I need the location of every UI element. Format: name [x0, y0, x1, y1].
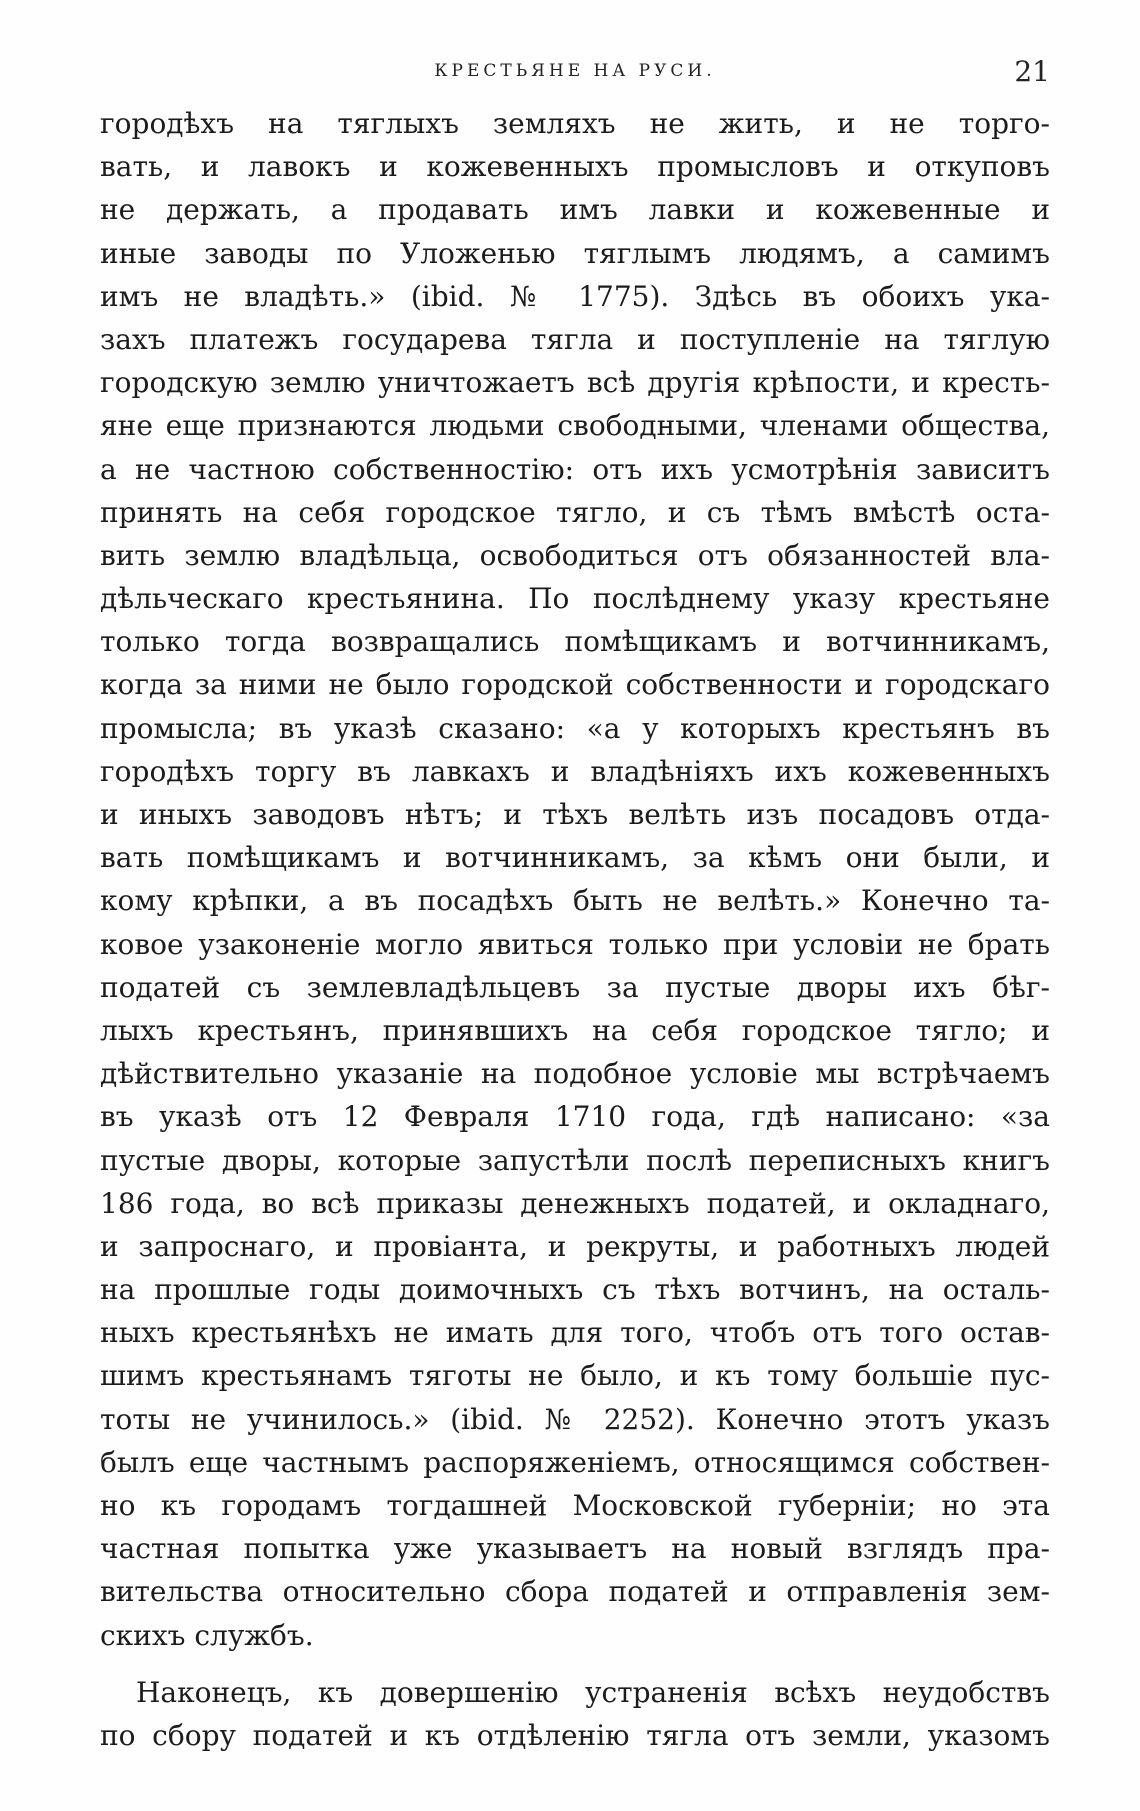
text-line: промысла; въ указѣ сказано: «а у которыхъ крестьянъ въ	[100, 711, 1050, 745]
text-line: захъ платежъ государева тягла и поступленіе на тяглую	[100, 322, 1050, 356]
paragraph-gap	[100, 1657, 1050, 1671]
text-line: скихъ службъ.	[100, 1618, 314, 1652]
text-line: былъ еще частнымъ распоряженіемъ, относящимся собствен-	[100, 1445, 1050, 1479]
text-line: принять на себя городское тягло, и съ тѣмъ вмѣстѣ оста-	[100, 495, 1050, 529]
text-line: имъ не владѣть.» (ibid. № 1775). Здѣсь въ обоихъ ука-	[100, 279, 1050, 313]
text-line: вать, и лавокъ и кожевенныхъ промысловъ и откуповъ	[100, 150, 1050, 184]
text-line: не держать, а продавать имъ лавки и кожевенные и	[100, 193, 1050, 227]
text-line: частная попытка уже указываетъ на новый взглядъ пра-	[100, 1532, 1050, 1566]
page-number: 21	[1014, 55, 1050, 88]
running-head	[100, 55, 1050, 95]
text-line: 186 года, во всѣ приказы денежныхъ податей, и окладнаго,	[100, 1186, 1050, 1220]
paragraph	[100, 1671, 1050, 1757]
text-line: ныхъ крестьянѣхъ не имать для того, чтобъ отъ того остав-	[100, 1316, 1050, 1350]
text-line: въ указѣ отъ 12 Февраля 1710 года, гдѣ написано: «за	[100, 1100, 1050, 1134]
text-line: а не частною собственностію: отъ ихъ усмотрѣнія зависитъ	[100, 452, 1050, 486]
text-line: городѣхъ торгу въ лавкахъ и владѣніяхъ ихъ кожевенныхъ	[100, 754, 1050, 788]
text-line: вить землю владѣльца, освободиться отъ обязанностей вла-	[100, 538, 1050, 572]
text-line: лыхъ крестьянъ, принявшихъ на себя городское тягло; и	[100, 1013, 1050, 1047]
text-line: вать помѣщикамъ и вотчинникамъ, за кѣмъ они были, и	[100, 841, 1050, 875]
text-line: Наконецъ, къ довершенію устраненія всѣхъ неудобствъ	[136, 1675, 1050, 1709]
paragraph	[100, 102, 1050, 1657]
text-line: городѣхъ на тяглыхъ земляхъ не жить, и не торго-	[100, 107, 1050, 140]
text-line: городскую землю уничтожаетъ всѣ другія крѣпости, и кресть-	[100, 366, 1050, 400]
text-line: кому крѣпки, а въ посадѣхъ быть не велѣть.» Конечно та-	[100, 884, 1050, 918]
text-line: иные заводы по Уложенью тяглымъ людямъ, а самимъ	[100, 236, 1050, 270]
text-line: по сбору податей и къ отдѣленію тягла отъ земли, указомъ	[100, 1718, 1050, 1752]
text-line: и запроснаго, и провіанта, и рекруты, и работныхъ людей	[100, 1229, 1050, 1263]
text-line: на прошлые годы доимочныхъ съ тѣхъ вотчинъ, на осталь-	[100, 1273, 1050, 1307]
text-line: яне еще признаются людьми свободными, членами общества,	[100, 409, 1050, 443]
text-line: вительства относительно сбора податей и отправленія зем-	[100, 1575, 1050, 1609]
text-line: ковое узаконеніе могло явиться только при условіи не брать	[100, 927, 1050, 961]
text-line: податей съ землевладѣльцевъ за пустые дворы ихъ бѣг-	[100, 970, 1050, 1004]
text-line: когда за ними не было городской собственности и городскаго	[100, 668, 1050, 702]
running-title: КРЕСТЬЯНЕ НА РУСИ.	[434, 61, 716, 81]
text-line: тоты не учинилось.» (ibid. № 2252). Конечно этотъ указъ	[100, 1402, 1050, 1436]
text-line: но къ городамъ тогдашней Московской губерніи; но эта	[100, 1489, 1050, 1522]
text-line: пустые дворы, которые запустѣли послѣ переписныхъ книгъ	[100, 1143, 1050, 1177]
text-line: дѣльческаго крестьянина. По послѣднему указу крестьяне	[100, 582, 1050, 616]
text-line: только тогда возвращались помѣщикамъ и вотчинникамъ,	[100, 625, 1050, 659]
text-line: и иныхъ заводовъ нѣтъ; и тѣхъ велѣть изъ посадовъ отда-	[100, 798, 1050, 831]
text-line: шимъ крестьянамъ тяготы не было, и къ тому большіе пус-	[100, 1359, 1050, 1393]
text-line: дѣйствительно указаніе на подобное условіе мы встрѣчаемъ	[100, 1057, 1050, 1091]
body-text	[100, 102, 1050, 1757]
